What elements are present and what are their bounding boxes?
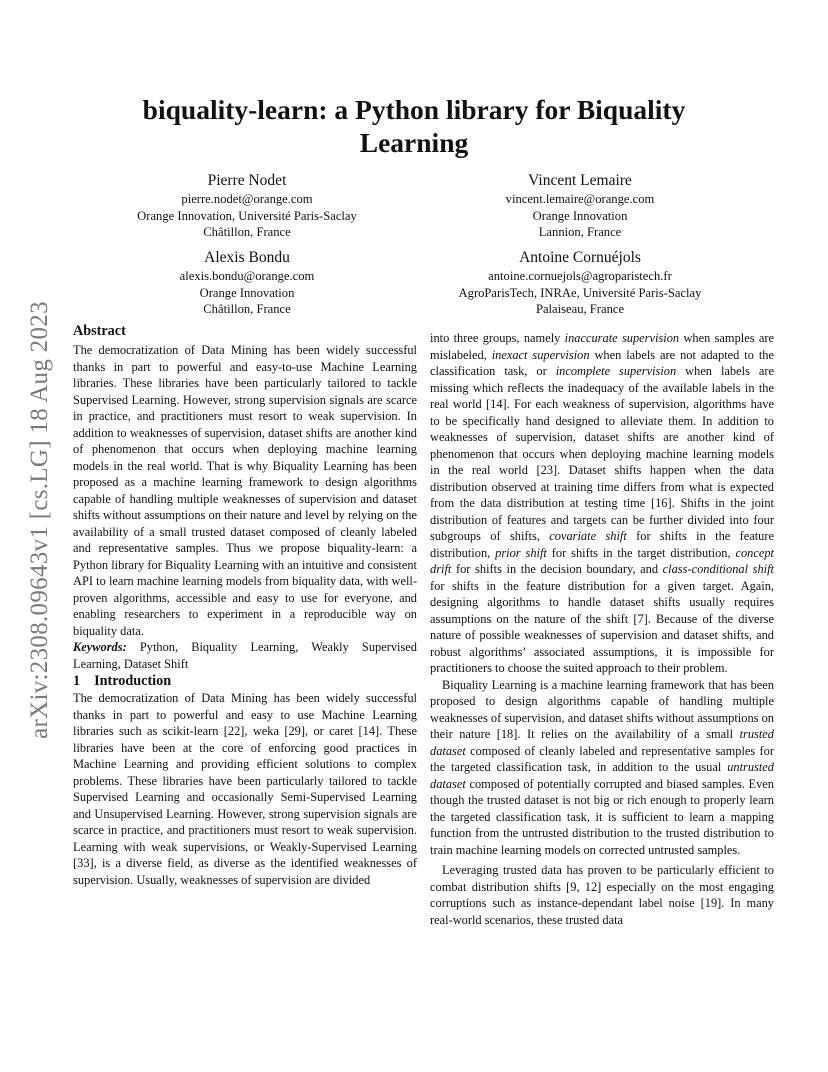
author-name: Alexis Bondu [204,249,290,266]
keywords-text: Python, Biquality Learning, Weakly Supervised Learning, Dataset Shift [73,640,417,671]
body-paragraph: Biquality Learning is a machine learning framework that has been proposed to design algorithms capable of handling multiple weaknesses of supervision, and dataset shifts without assumptions on their nature [18]. It relies on the availability of a small trusted dataset composed of cleanly labeled and representative samples for the targeted classification task, in addition to the usual untrusted dataset composed of potentially corrupted and biased samples. Even though the trusted dataset is not big or rich enough to properly learn the targeted classification task, it is sufficient to learn a mapping function from the untrusted distribution to the trusted distribution to train machine learning models on corrected untrusted samples. [430,677,774,857]
intro-paragraph: The democratization of Data Mining has been widely successful thanks in part to powerful and easy to use Machine Learning libraries such as scikit-learn [22], weka [29], or caret [14]. These libraries have been at the core of enforcing good practices in Machine Learning and providing efficient solutions to complex problems. These libraries have been particularly tailored to tackle Supervised Learning and occasionally Semi-Supervised Learning and Unsupervised Learning. However, strong supervision signals are scarce in practice, and practitioners must resort to weak supervision. Learning with weak supervisions, or Weakly-Supervised Learning [33], is a diverse field, as diverse as the identified weaknesses of supervision. Usually, weaknesses of supervision are divided [73,691,417,887]
section-title: Introduction [94,673,172,689]
paper-title: biquality-learn: a Python library for Biquality Learning [142,94,686,158]
author-email[interactable]: vincent.lemaire@orange.com [505,192,655,206]
body-paragraph: Leveraging trusted data has proven to be particularly efficient to combat distribution shifts [9, 12] especially on the most engaging corruptions such as instance-dependant label noise [19]. In many real-world scenarios, these trusted data [430,863,774,927]
author-location: Châtillon, France [203,225,291,239]
right-column [430,330,774,928]
keywords [73,639,417,672]
author-affiliation: Orange Innovation, Université Paris-Saclay [137,208,357,223]
author-location: Palaiseau, France [535,302,625,316]
arxiv-stamp: arXiv:2308.09643v1 [cs.LG] 18 Aug 2023 [26,301,53,739]
section-heading [73,672,417,690]
author-email[interactable]: pierre.nodet@orange.com [181,192,313,206]
author-block [430,248,730,318]
author-location: Lannion, France [538,225,622,239]
abstract-heading: Abstract [73,323,126,339]
author-affiliation: AgroParisTech, INRAe, Université Paris-Saclay [458,285,702,300]
left-column [73,322,417,888]
author-email[interactable]: alexis.bondu@orange.com [179,269,315,283]
author-block [100,248,394,318]
author-affiliation: Orange Innovation [532,208,628,223]
author-name: Vincent Lemaire [528,172,632,189]
abstract-text: The democratization of Data Mining has been widely successful thanks in part to powerful and easy-to-use Machine Learning libraries. These libraries have been particularly tailored to tackle Supervised Learning. However, strong supervision signals are scarce in practice, and practitioners must resort to weak supervision. In addition to weaknesses of supervision, dataset shifts are another kind of phenomenon that occurs when deploying machine learning models in the real world. That is why Biquality Learning has been proposed as a machine learning framework to design algorithms capable of handling multiple weaknesses of supervision and dataset shifts without assumptions on their nature and level by relying on the availability of a small trusted dataset composed of cleanly labeled and representative samples. Thus we propose biquality-learn: a Python library for Biquality Learning with an intuitive and consistent API to learn machine learning models from biquality data, with well-proven algorithms, accessible and easy to use for everyone, and enabling researchers to experiment in a reproducible way on biquality data. [73,343,417,638]
author-email[interactable]: antoine.cornuejols@agroparistech.fr [488,269,672,283]
author-name: Pierre Nodet [207,172,287,189]
keywords-label: Keywords: [73,640,127,654]
author-block [100,171,394,241]
author-affiliation: Orange Innovation [199,285,295,300]
author-location: Châtillon, France [203,302,291,316]
author-name: Antoine Cornuéjols [519,249,641,266]
author-block [430,171,730,241]
section-number: 1 [73,673,81,689]
body-paragraph: into three groups, namely inaccurate supervision when samples are mislabeled, inexact supervision when labels are not adapted to the classification task, or incomplete supervision when labels are missing which reflects the inadequacy of the available labels in the real world [14]. For each weakness of supervision, algorithms have to be specifically hand designed to alleviate them. In addition to weaknesses of supervision, dataset shifts are another kind of phenomenon that occurs when deploying machine learning models in the real world [23]. Dataset shifts happen when the data distribution observed at training time differs from what is expected from the data distribution at testing time [16]. Shifts in the joint distribution of features and targets can be further divided into four subgroups of shifts, covariate shift for shifts in the feature distribution, prior shift for shifts in the target distribution, concept drift for shifts in the decision boundary, and class-conditional shift for shifts in the feature distribution for a given target. Again, designing algorithms to handle dataset shifts usually requires assumptions on the nature of the shift [7]. Because of the diverse nature of possible weaknesses of supervision and dataset shifts, and robust algorithms’ associated assumptions, it is impossible for practitioners to choose the suited approach to their problem. [430,331,775,675]
